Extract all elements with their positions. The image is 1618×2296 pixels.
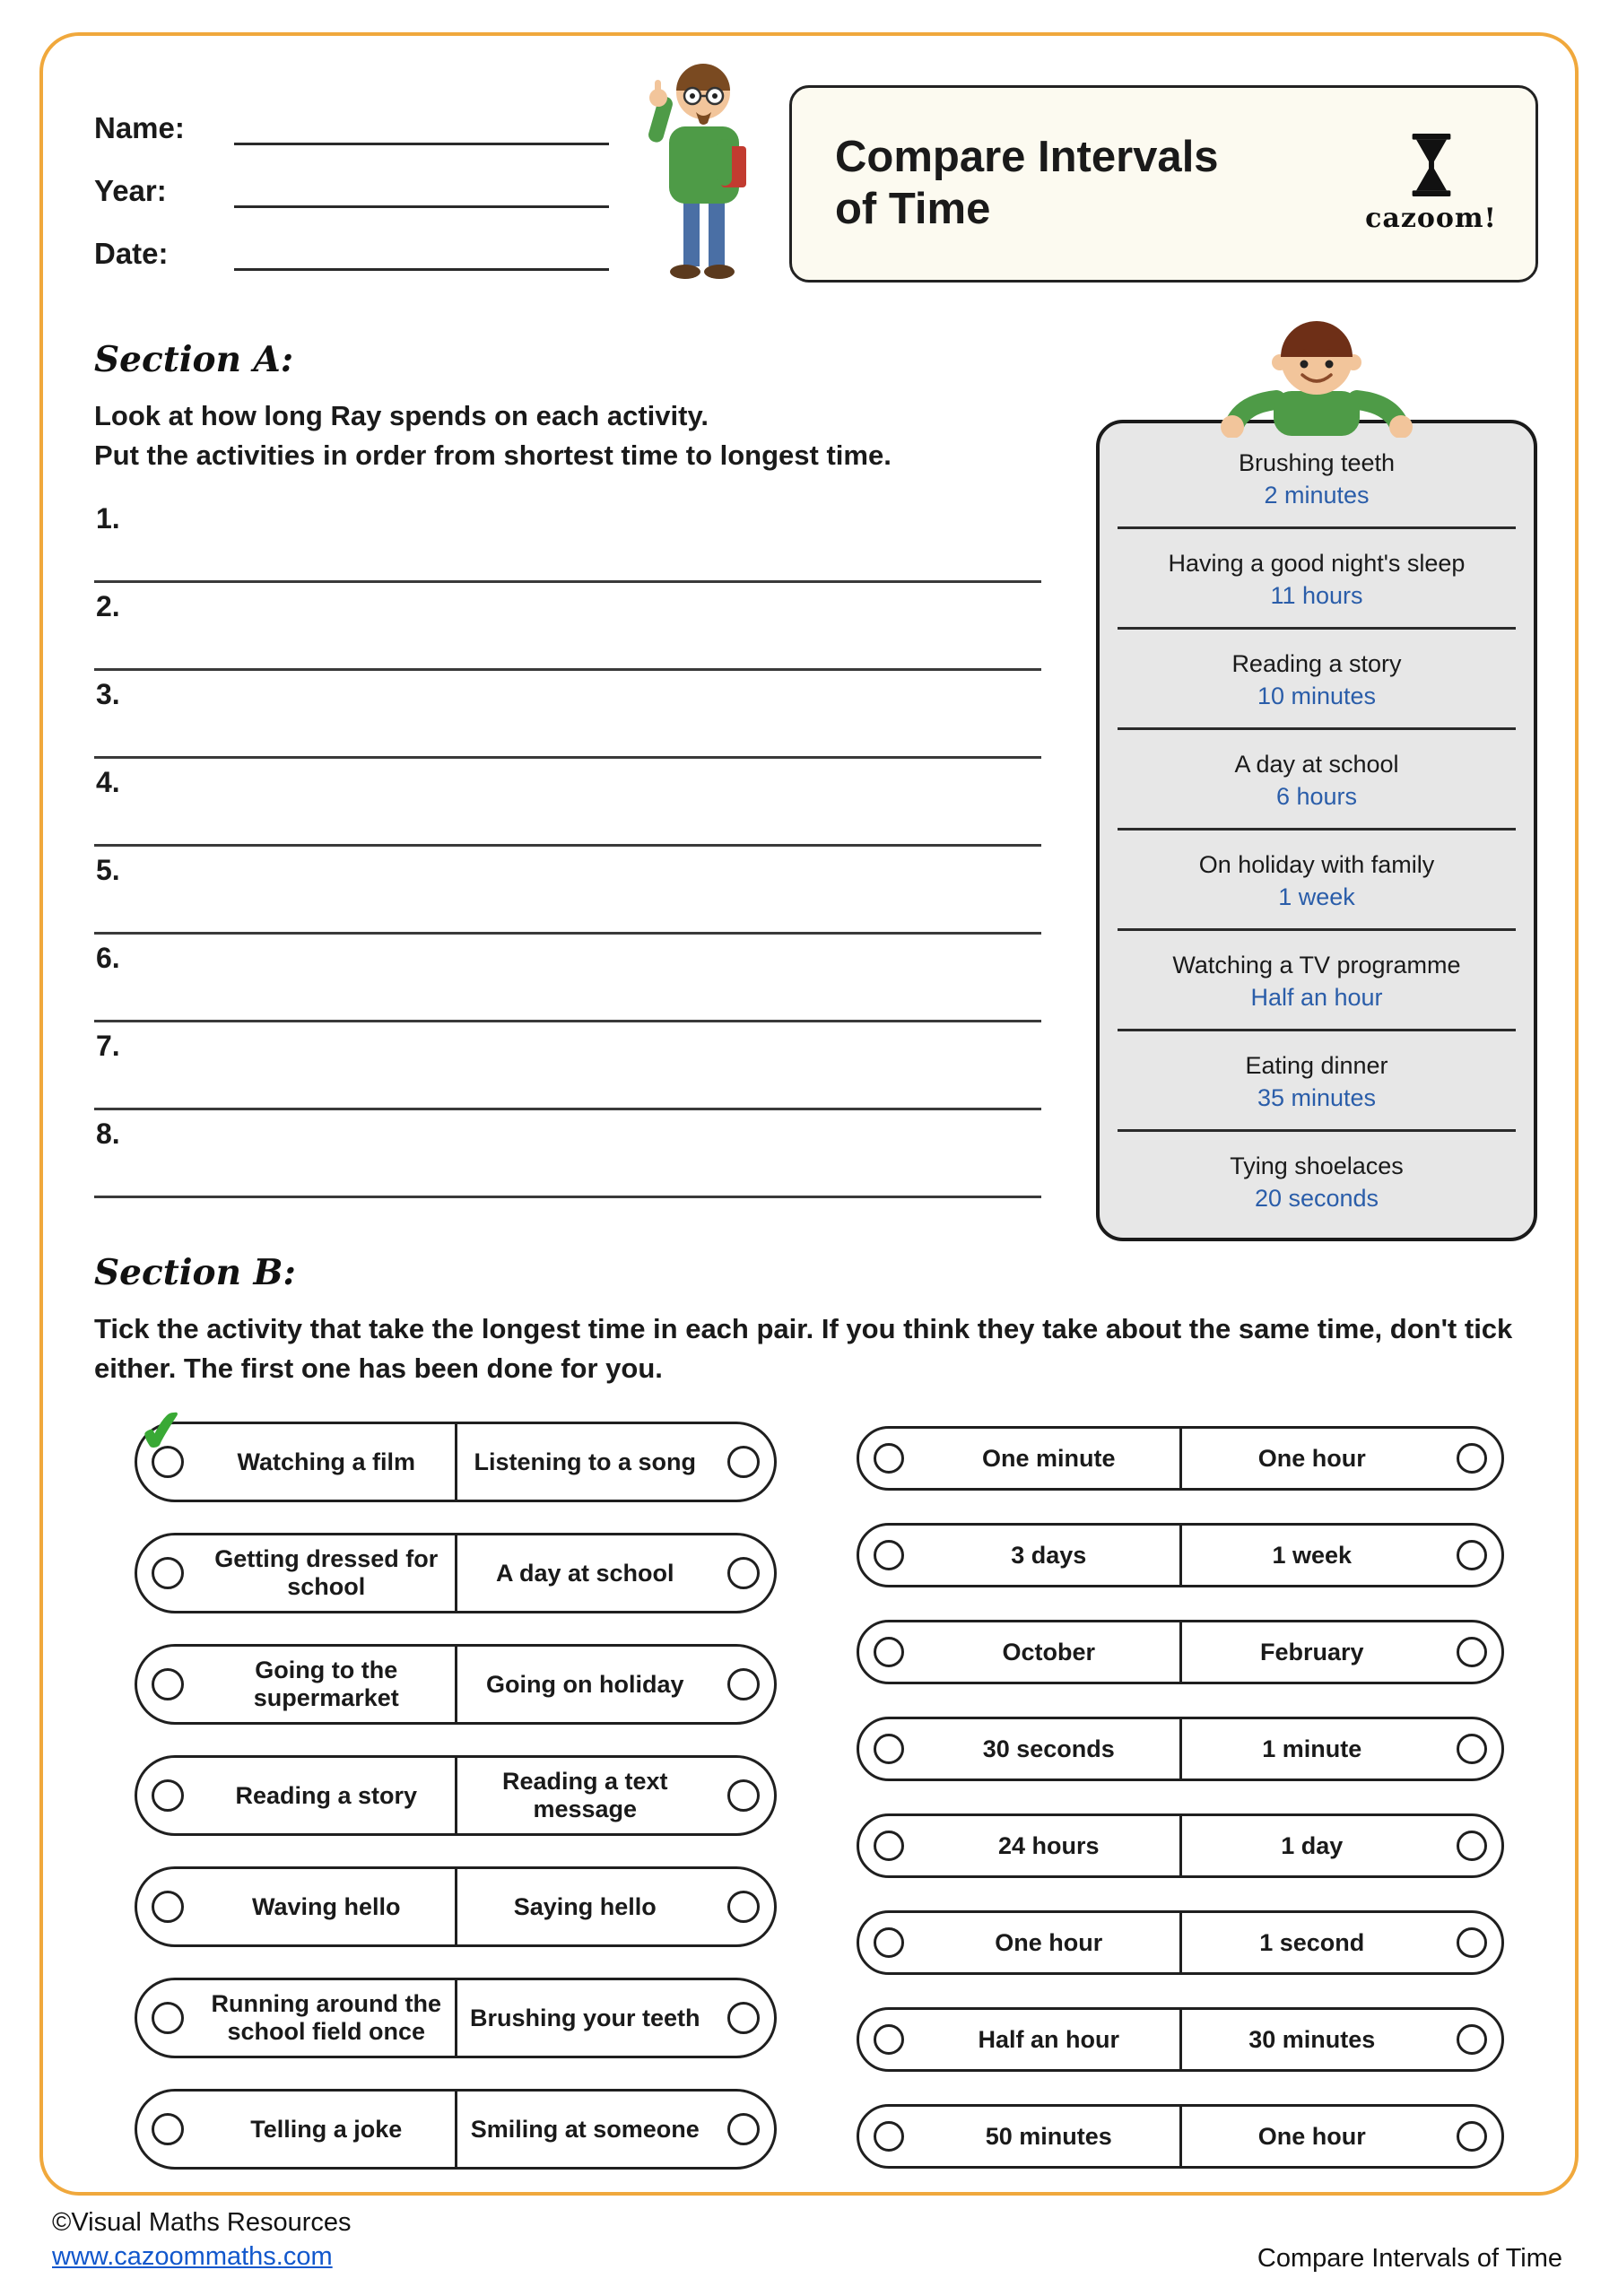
activity-name: Eating dinner [1245, 1051, 1388, 1079]
pair-option-label: Watching a film [237, 1448, 415, 1475]
date-label: Date: [94, 237, 169, 270]
tick-circle[interactable] [727, 1557, 760, 1589]
pair-row [857, 1813, 1504, 1878]
activity-time: 10 minutes [1257, 682, 1377, 709]
tick-circle[interactable] [727, 1779, 760, 1812]
activity-item [1100, 831, 1534, 931]
pair-option-label: One hour [1257, 1444, 1366, 1472]
activity-item [1100, 931, 1534, 1031]
section-a-instruction-line2: Put the activities in order from shortest time to longest time. [94, 439, 892, 472]
activity-name: Having a good night's sleep [1168, 549, 1466, 577]
activity-name: On holiday with family [1198, 850, 1435, 878]
answer-slot [94, 847, 1041, 935]
date-field-row [94, 235, 609, 271]
tick-circle[interactable] [1457, 2121, 1487, 2152]
tick-circle[interactable] [152, 1668, 184, 1700]
pair-option-label: 24 hours [997, 1831, 1100, 1859]
tick-circle[interactable] [874, 1443, 904, 1474]
pair-option-label: 1 second [1259, 1928, 1365, 1956]
activity-item [1100, 630, 1534, 730]
pair-row [857, 1426, 1504, 1491]
tick-circle[interactable] [1457, 2024, 1487, 2055]
pair-option-label: 50 minutes [985, 2122, 1112, 2150]
pair-option-label: Running around the school field once [211, 1990, 441, 2045]
year-write-line[interactable] [234, 172, 609, 208]
pair-row [135, 2089, 777, 2170]
activity-time: Half an hour [1250, 983, 1383, 1011]
pair-row [135, 1397, 777, 1502]
check-icon: ✔ [135, 1397, 190, 1466]
pair-option-label: 3 days [1011, 1541, 1087, 1569]
pair-option-label: Going on holiday [486, 1670, 684, 1698]
activity-item [1100, 730, 1534, 831]
answer-slot [94, 583, 1041, 671]
activity-name: Reading a story [1231, 649, 1402, 677]
pair-row [135, 1866, 777, 1947]
answer-number: 8. [96, 1118, 120, 1150]
footer-title: Compare Intervals of Time [1257, 2244, 1562, 2273]
tick-circle[interactable] [152, 1779, 184, 1812]
tick-circle[interactable] [727, 2002, 760, 2034]
pair-row [135, 1755, 777, 1836]
answer-slot [94, 935, 1041, 1022]
answer-number: 2. [96, 590, 120, 622]
pair-option-label: One hour [995, 1928, 1103, 1956]
activity-name: Tying shoelaces [1230, 1152, 1404, 1179]
cazoom-logo [1357, 134, 1505, 234]
section-a-instruction-line1: Look at how long Ray spends on each activity. [94, 400, 709, 431]
boy-illustration [1191, 312, 1442, 442]
teacher-illustration [628, 49, 780, 296]
answer-number: 7. [96, 1030, 120, 1062]
name-write-line[interactable] [234, 109, 609, 145]
answer-number: 4. [96, 766, 120, 798]
section-a-heading: Section A: [94, 339, 294, 380]
hourglass-icon [1408, 134, 1455, 201]
activity-time: 35 minutes [1257, 1083, 1377, 1111]
pair-option-label: Listening to a song [474, 1448, 696, 1475]
tick-circle[interactable] [874, 2024, 904, 2055]
tick-circle[interactable] [727, 1668, 760, 1700]
pair-row [857, 2104, 1504, 2169]
activity-time: 2 minutes [1264, 481, 1370, 509]
site-link[interactable]: www.cazoommaths.com [52, 2242, 333, 2271]
tick-circle[interactable] [1457, 1927, 1487, 1958]
activity-time: 1 week [1278, 883, 1355, 910]
pair-row [135, 1644, 777, 1725]
answer-line[interactable] [94, 1196, 1041, 1198]
activity-item [1100, 1132, 1534, 1232]
pair-option-label: Telling a joke [250, 2115, 403, 2143]
pair-option-label: February [1259, 1638, 1364, 1665]
answer-slot [94, 1022, 1041, 1110]
tick-circle[interactable] [1457, 1734, 1487, 1764]
answer-slot [94, 759, 1041, 847]
tick-circle[interactable] [152, 1891, 184, 1923]
pair-row [857, 1620, 1504, 1684]
answer-number: 1. [96, 502, 120, 535]
pair-option-label: Saying hello [513, 1892, 657, 1920]
pair-option-label: A day at school [495, 1559, 674, 1587]
pair-option-label: Reading a text message [501, 1768, 668, 1822]
pair-option-label: 30 seconds [982, 1735, 1115, 1762]
activity-time: 11 hours [1270, 581, 1363, 609]
tick-circle[interactable] [1457, 1637, 1487, 1667]
tick-circle[interactable] [874, 1637, 904, 1667]
page-title [835, 132, 1357, 236]
pair-option-label: Going to the supermarket [253, 1657, 399, 1711]
activity-item [1100, 529, 1534, 630]
tick-circle[interactable] [1457, 1540, 1487, 1570]
title-box [789, 85, 1538, 283]
pair-row [857, 1523, 1504, 1587]
pair-row [135, 1533, 777, 1613]
pair-option-label: Reading a story [235, 1781, 418, 1809]
activity-name: Brushing teeth [1238, 448, 1396, 476]
name-field-row [94, 109, 609, 145]
pair-row [857, 2007, 1504, 2072]
activities-panel [1096, 420, 1537, 1241]
answer-slot [94, 495, 1041, 583]
tick-circle[interactable] [874, 1540, 904, 1570]
section-b-instructions: Tick the activity that take the longest time in each pair. If you think they take about the same time, don't tick either. The first one has been done for you. [94, 1313, 1513, 1385]
pair-option-label: 1 day [1281, 1831, 1344, 1859]
tick-circle[interactable] [1457, 1831, 1487, 1861]
pair-option-label: 1 week [1272, 1541, 1353, 1569]
tick-circle[interactable] [874, 1927, 904, 1958]
activity-item [1100, 1031, 1534, 1132]
answer-number: 6. [96, 942, 120, 974]
pair-option-label: One minute [981, 1444, 1116, 1472]
activity-time: 20 seconds [1254, 1184, 1379, 1212]
answer-number: 3. [96, 678, 120, 710]
year-field-row [94, 172, 609, 208]
pair-option-label: Waving hello [251, 1892, 401, 1920]
name-label: Name: [94, 111, 185, 144]
tick-circle[interactable] [727, 1446, 760, 1478]
tick-circle[interactable] [874, 1831, 904, 1861]
answer-number: 5. [96, 854, 120, 886]
tick-circle[interactable] [1457, 1443, 1487, 1474]
tick-circle[interactable] [727, 2113, 760, 2145]
pair-row [135, 1978, 777, 2058]
pair-option-label: Half an hour [978, 2025, 1119, 2053]
tick-circle[interactable] [874, 1734, 904, 1764]
pair-option-label: 30 minutes [1248, 2025, 1376, 2053]
answer-slot [94, 671, 1041, 759]
pair-option-label: Brushing your teeth [469, 2004, 700, 2031]
answer-list [94, 495, 1041, 1198]
tick-circle[interactable] [152, 1557, 184, 1589]
tick-circle[interactable] [152, 2002, 184, 2034]
activity-item [1100, 429, 1534, 529]
pairs-column-activities [135, 1397, 777, 2170]
activity-name: A day at school [1234, 750, 1399, 778]
pair-option-label: Getting dressed for school [214, 1545, 439, 1600]
pair-row [857, 1910, 1504, 1975]
copyright-text: ©Visual Maths Resources [52, 2208, 352, 2237]
tick-circle[interactable] [874, 2121, 904, 2152]
activity-name: Watching a TV programme [1172, 951, 1461, 978]
page-title-line2: of Time [835, 185, 991, 233]
tick-circle[interactable] [727, 1891, 760, 1923]
section-a-instructions [94, 396, 1117, 475]
page-title-line1: Compare Intervals [835, 133, 1219, 182]
activity-time: 6 hours [1275, 782, 1358, 810]
section-b-heading: Section B: [94, 1252, 296, 1293]
pair-option-label: One hour [1257, 2122, 1366, 2150]
pair-row [857, 1717, 1504, 1781]
answer-slot [94, 1110, 1041, 1198]
pair-option-label: October [1002, 1638, 1096, 1665]
date-write-line[interactable] [234, 235, 609, 271]
year-label: Year: [94, 174, 167, 207]
pairs-column-times [857, 1426, 1504, 2169]
pair-option-label: 1 minute [1262, 1735, 1362, 1762]
tick-circle[interactable] [152, 2113, 184, 2145]
brand-name: cazoom! [1365, 203, 1497, 234]
pair-option-label: Smiling at someone [470, 2115, 700, 2143]
